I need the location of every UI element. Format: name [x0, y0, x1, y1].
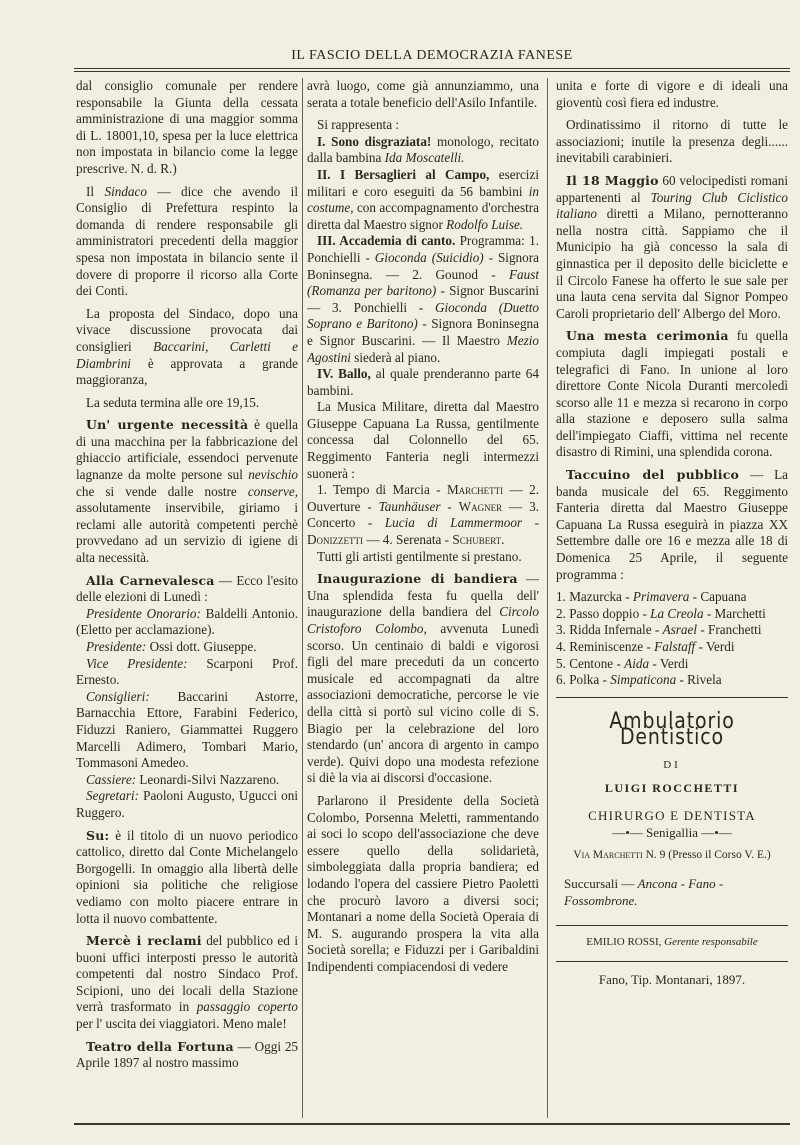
ad-address: Via Marchetti N. 9 (Presso il Corso V. E.)	[573, 849, 771, 862]
article-carnevalesca: Alla Carnevalesca — Ecco l'esito delle elezioni di Lunedì :	[76, 572, 298, 605]
article-urgente: Un' urgente necessità è quella di una macchina per la fabbricazione del ghiaccio artificiale, essendoci pervenute lagnanze da molte persone sul nevischio che si vende dalle nostre conserve, assolutamente inservibile, giriamo i reclami alle autorità competenti perchè provvedano ad un servizio di igiene di alta necessità.	[76, 417, 298, 566]
column-divider-1	[302, 78, 303, 1118]
ad-role: CHIRURGO E DENTISTA	[588, 808, 756, 824]
article-paragraph: unita e forte di vigore e di ideali una gioventù così fiera ed industre.	[556, 78, 788, 110]
article-paragraph: Si rappresenta :	[317, 117, 400, 133]
ad-name: LUIGI ROCCHETTI	[604, 780, 740, 795]
music-program: 1. Tempo di Marcia - Marchetti — 2. Ouverture - Taunhäuser - Wagner — 3. Concerto - Lucia di Lammermoor - Donizzetti — 4. Serenata - Schubert.	[307, 482, 539, 548]
article-reclami: Mercè i reclami del pubblico ed i buoni uffici interposti presso le autorità competenti dal nostro Sindaco Prof. Scipioni, uno dei locali della Stazione verrà trasformato in passaggio coperto per l' uscita dei viaggiatori. Meno male!	[76, 933, 298, 1032]
election-entry: Consiglieri: Baccarini Astorre, Barnacchia Ettore, Farabini Federico, Fiduzzi Raniero, Giammattei Ruggero Marcelli Adimero, Tombari Mario, Tommasoni Amedeo.	[76, 688, 298, 771]
article-heading: Taccuino del pubblico	[566, 467, 740, 483]
article-paragraph: La Musica Militare, diretta dal Maestro Giuseppe Capuana La Russa, gentilmente concessa dal Colonnello del 65. Reggimento Fanteria negli intermezzi suonerà :	[307, 399, 539, 481]
election-entry: Cassiere: Leonardi-Silvi Nazzareno.	[86, 771, 280, 787]
column-3	[556, 78, 788, 1118]
ad-di: DI	[663, 758, 681, 771]
article-heading: Inaugurazione di bandiera	[317, 571, 518, 587]
article-maggio: Il 18 Maggio 60 velocipedisti romani appartenenti al Touring Club Ciclistico italiano diretti a Milano, pernotteranno nella nostra città. Sappiamo che il Municipio ha già concesso la sala di ginnastica per il deposito delle biciclette e il Circolo Fanese ha offerto le sue sale per una lauta cena servita dal Signor Pompeo Caroli proprietario dell' Albergo del Moro.	[556, 172, 788, 321]
column-2	[307, 78, 539, 1118]
article-heading: Il 18 Maggio	[566, 172, 659, 188]
article-paragraph: dal consiglio comunale per rendere responsabile la Giunta della cessata amministrazione di una maggior somma di L. 18001,10, spesa per la luce elettrica non impostata in bilancio come la legge prescrive. N. d. R.)	[76, 78, 298, 176]
band-program-list	[556, 589, 788, 689]
article-bandiera: Inaugurazione di bandiera — Una splendida festa fu quella dell' inaugurazione della bandiera del Circolo Cristoforo Colombo, avvenuta Lunedì scorso. Un centinaio di baldi e vigorosi figli del mare preceduti da un concerto musicale ed accompagnati da altre associazioni democratiche, percorse le vie della città si portò sul vicino colle di S. Biagio per la celebrazione del loro stendardo (un' ancora di argento in campo verde). Quivi dopo una modesta refezione si diè la via ai discorsi d'occasione.	[307, 571, 539, 786]
program-item: III. Accademia di canto. Programma: 1. Ponchielli - Gioconda (Suicidio) - Signora Boninsegna. — 2. Gounod - Faust (Romanza per baritono) - Signor Buscarini — 3. Ponchielli - Gioconda (Duetto Soprano e Baritono) - Signora Boninsegna e Signor Buscarini. — Il Maestro Mezio Agostini siederà al piano.	[307, 233, 539, 365]
bottom-rule	[74, 1123, 790, 1125]
program-list-item: 6. Polka - Simpaticona - Rivela	[556, 672, 722, 688]
ad-title: Ambulatorio Dentistico	[609, 708, 735, 751]
program-list-item: 4. Reminiscenze - Falstaff - Verdi	[556, 639, 735, 654]
article-heading: Alla Carnevalesca	[86, 572, 215, 588]
article-teatro: Teatro della Fortuna — Oggi 25 Aprile 1897 al nostro massimo	[76, 1038, 298, 1071]
column-divider-2	[547, 78, 548, 1118]
article-heading: Un' urgente necessità	[86, 417, 249, 433]
column-1	[76, 78, 298, 1118]
article-paragraph: avrà luogo, come già annunziammo, una serata a totale beneficio dell'Asilo Infantile.	[307, 78, 539, 110]
program-list-item: 5. Centone - Aida - Verdi	[556, 655, 689, 671]
article-heading: Una mesta cerimonia	[566, 328, 729, 344]
program-item: II. I Bersaglieri al Campo, esercizi militari e coro eseguiti da 56 bambini in costume, con accompagnamento d'orchestra diretta dal Maestro signor Rodolfo Luise.	[307, 166, 539, 232]
election-entry: Presidente: Ossi dott. Giuseppe.	[86, 639, 257, 654]
program-list-item: 2. Passo doppio - La Creola - Marchetti	[556, 605, 766, 621]
election-entry: Vice Presidente: Scarponi Prof. Ernesto.	[76, 655, 298, 688]
program-item: I. Sono disgraziata! monologo, recitato dalla bambina Ida Moscatelli.	[307, 133, 539, 166]
election-entry: Segretari: Paoloni Augusto, Ugucci oni Ruggero.	[76, 788, 298, 820]
gerente-line: EMILIO ROSSI, Gerente responsabile	[556, 925, 788, 951]
article-paragraph: Tutti gli artisti gentilmente si prestano.	[317, 548, 522, 564]
article-taccuino: Taccuino del pubblico — La banda musicale del 65. Reggimento Fanteria diretta dal Maestro Giuseppe Capuana La Russa eseguirà in piazza XX Settembre dalle ore 16 e mezza alle 18 di Domenica 25 Aprile, il seguente programma :	[556, 467, 788, 582]
article-cerimonia: Una mesta cerimonia fu quella compiuta dagli impiegati postali e telegrafici di Fano. In unione al loro direttore Conte Nicola Duranti mercoledì scorso alle 11 e mezza si recarono in corpo alla stazione e deposero sulla salma dell'impiegato Ciaffi, vittima nel recente disastro di Rimini, una splendida corona.	[556, 328, 788, 460]
article-heading: Teatro della Fortuna	[86, 1038, 234, 1054]
ad-branches: Succursali — Ancona - Fano - Fossombrone.	[564, 875, 724, 908]
program-list-item: 1. Mazurcka - Primavera - Capuana	[556, 589, 747, 605]
election-entry: Presidente Onorario: Baldelli Antonio. (Eletto per acclamazione).	[76, 605, 298, 638]
program-list-item: 3. Ridda Infernale - Asrael - Franchetti	[556, 622, 762, 638]
article-paragraph: Ordinatissimo il ritorno di tutte le associazioni; inutile la presenza degli...... inevitabili carabinieri.	[556, 117, 788, 166]
masthead: IL FASCIO DELLA DEMOCRAZIA FANESE	[291, 48, 573, 63]
article-paragraph: La seduta termina alle ore 19,15.	[86, 394, 260, 410]
ad-city: —•— Senigallia —•—	[612, 824, 732, 840]
dentist-advertisement	[556, 697, 788, 909]
printer-line: Fano, Tip. Montanari, 1897.	[556, 961, 788, 989]
article-su: Su: è il titolo di un nuovo periodico cattolico, diretto dal Conte Michelangelo Borgogelli. In omaggio alla libertà delle opinioni sia politiche che religiose vediamo con molto piacere entrare in lotta il nuovo combattente.	[76, 827, 298, 926]
article-heading: Mercè i reclami	[86, 933, 202, 949]
article-paragraph: La proposta del Sindaco, dopo una vivace discussione provocata dai consiglieri Baccarini, Carletti e Diambrini è approvata a grande maggioranza,	[76, 305, 298, 388]
top-rule	[74, 68, 790, 72]
program-item: IV. Ballo, al quale prenderanno parte 64 bambini.	[307, 366, 539, 398]
article-heading: Su:	[86, 827, 110, 843]
article-paragraph: Parlarono il Presidente della Società Colombo, Porsenna Meletti, rammentando ai soci lo scopo dell'associazione che deve essere quello della solidarietà, simboleggiata dalla propria bandiera; ed lodando l'opera del cassiere Pietro Paoletti che procurò lavoro a diversi soci; Montanari a nome della Società Operaia di M. S. augurando prospera la vita alla Società sorella; e Fiduzzi per i Garibaldini Indipendenti compiacendosi di vedere	[307, 792, 539, 974]
article-paragraph: Il Sindaco — dice che avendo il Consiglio di Prefettura respinto la domanda di rendere responsabile gli amministratori precedenti della maggior spesa non impostata in bilancio sente il dovere di proporre il ricorso alla Corte dei Conti.	[76, 183, 298, 299]
